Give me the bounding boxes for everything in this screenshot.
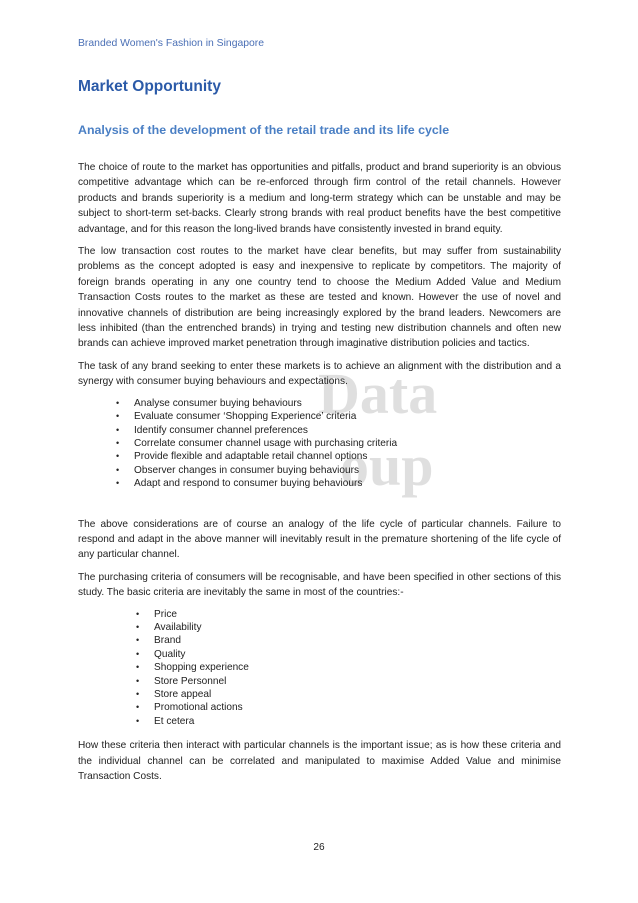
bullet-icon: •	[136, 689, 140, 699]
bullet-icon: •	[116, 478, 120, 489]
bullet-icon: •	[116, 437, 120, 448]
list-item: • Observer changes in consumer buying behaviours	[116, 464, 359, 476]
bullet-icon: •	[116, 464, 120, 475]
paragraph-5: The purchasing criteria of consumers will be recognisable, and have been specified in other sections of this study. The basic criteria are inevitably the same in most of the countries:-	[78, 571, 561, 599]
bullet-icon: •	[136, 702, 140, 713]
body-text	[78, 160, 561, 791]
bullet-icon: •	[116, 451, 120, 462]
paragraph-3: The task of any brand seeking to enter these markets is to achieve an alignment with the distribution and a synergy with consumer buying behaviours and expectations.	[78, 360, 561, 388]
list-item: • Promotional actions	[136, 702, 243, 714]
bullet-icon: •	[136, 662, 140, 673]
bullet-icon: •	[116, 397, 120, 408]
list-item: • Quality	[136, 648, 186, 660]
running-header: Branded Women's Fashion in Singapore	[78, 38, 265, 49]
paragraph-2: The low transaction cost routes to the market have clear benefits, but may suffer from sustainability problems as the concept adopted is easy and inexpensive to replicate by competitors. The majority of foreign brands operating in any one country tend to choose the Medium Added Value and Medium Transaction Costs routes to the market as these are tested and known. However the use of novel and innovative channels of distribution are being increasingly explored by the brand leaders. Newcomers are less inhibited (than the entrenched brands) in trying and testing new distribution channels and often new brands can achieve improved market penetration through imaginative distribution policies and tactics.	[78, 246, 561, 350]
bullet-icon: •	[116, 411, 120, 422]
list-item: • Provide flexible and adaptable retail channel options	[116, 451, 368, 463]
list-item: • Adapt and respond to consumer buying behaviours	[116, 478, 363, 490]
bullet-icon: •	[136, 675, 140, 686]
list-item: • Store appeal	[136, 689, 212, 700]
list-item: • Evaluate consumer ‘Shopping Experience’ criteria	[116, 411, 357, 423]
watermark-text-1: Data	[318, 361, 438, 426]
section-title: Market Opportunity	[78, 78, 221, 95]
paragraph-4: The above considerations are of course an analogy of the life cycle of particular channels. Failure to respond and adapt in the above manner will inevitably result in the premature shortening of the life cycle of any particular channel.	[78, 518, 561, 561]
action-bullet-list	[78, 397, 561, 491]
bullet-icon: •	[116, 424, 120, 435]
paragraph-1: The choice of route to the market has opportunities and pitfalls, product and brand superiority is an obvious competitive advantage which can be re-enforced through firm control of the retail channels. However products and brands superiority is a medium and long-term strategy which can be unstable and may be subject to short-term set-backs. Clearly strong brands with real product benefits have the best competitive advantage, and for this reason the long-lived brands have consistently invested in brand equity.	[78, 162, 561, 235]
watermark-text-2: oup	[340, 433, 434, 498]
criteria-bullet-list	[78, 608, 561, 729]
bullet-icon: •	[136, 715, 140, 726]
page-number: 26	[313, 842, 325, 853]
list-item: • Price	[136, 608, 177, 620]
list-item: • Analyse consumer buying behaviours	[116, 397, 302, 409]
list-item: • Shopping experience	[136, 662, 249, 674]
bullet-icon: •	[136, 635, 140, 646]
list-item: • Et cetera	[136, 715, 195, 727]
subsection-title: Analysis of the development of the retail trade and its life cycle	[78, 123, 450, 137]
bullet-icon: •	[136, 621, 140, 632]
paragraph-6: How these criteria then interact with particular channels is the important issue; as is how these criteria and the individual channel can be correlated and manipulated to maximise Added Value and minimise Transaction Costs.	[78, 740, 561, 783]
list-item: • Identify consumer channel preferences	[116, 424, 308, 436]
list-item: • Availability	[136, 621, 202, 633]
list-item: • Brand	[136, 635, 181, 647]
list-item: • Store Personnel	[136, 675, 227, 687]
bullet-icon: •	[136, 648, 140, 659]
bullet-icon: •	[136, 608, 140, 619]
list-item: • Correlate consumer channel usage with purchasing criteria	[116, 437, 398, 449]
